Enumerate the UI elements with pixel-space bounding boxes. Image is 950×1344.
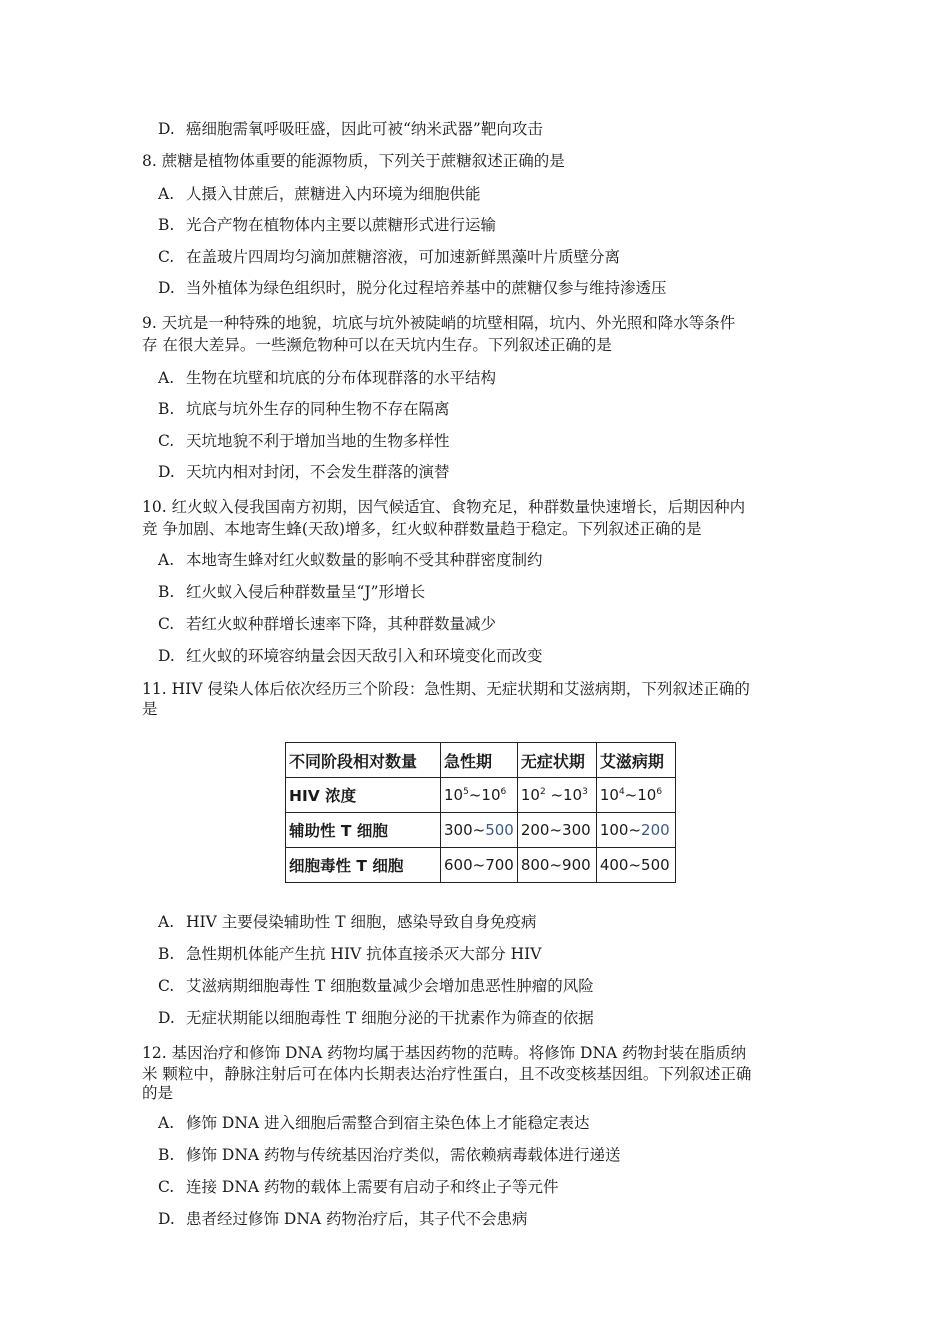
table-cell: 800~900: [517, 848, 596, 883]
option-letter: A.: [158, 551, 175, 569]
option-letter: C.: [158, 977, 175, 995]
q12-stem-line2: 米 颗粒中，静脉注射后可在体内长期表达治疗性蛋白，且不改变核基因组。下列叙述正确: [142, 1065, 752, 1083]
table-cell: 100~200: [596, 813, 675, 848]
q11-stem-line2: 是: [142, 700, 158, 718]
q11-option-d: [158, 1008, 594, 1028]
option-text: 本地寄生蜂对红火蚁数量的影响不受其种群密度制约: [186, 551, 543, 569]
option-text: 人摄入甘蔗后，蔗糖进入内环境为细胞供能: [186, 185, 481, 203]
row-label-cytotoxic-t: 细胞毒性 T 细胞: [286, 848, 441, 883]
option-letter: C.: [158, 1178, 175, 1196]
q9-stem-line1: 9. 天坑是一种特殊的地貌，坑底与坑外被陡峭的坑壁相隔，坑内、外光照和降水等条件: [142, 314, 736, 332]
q8-option-a: [158, 184, 481, 204]
q8-option-d: [158, 278, 667, 298]
table-header-cell: 急性期: [441, 743, 518, 778]
q12-stem-line1: 12. 基因治疗和修饰 DNA 药物均属于基因药物的范畴。将修饰 DNA 药物封装在脂质纳: [142, 1044, 747, 1062]
option-text: 艾滋病期细胞毒性 T 细胞数量减少会增加患恶性肿瘤的风险: [186, 977, 594, 995]
q8-option-b: [158, 215, 496, 235]
q8-option-c: [158, 247, 620, 267]
q10-option-a: [158, 550, 543, 570]
q11-option-c: [158, 976, 594, 996]
q10-stem-line1: 10. 红火蚁入侵我国南方初期，因气候适宜、食物充足，种群数量快速增长，后期因种内: [142, 498, 746, 516]
option-text: 患者经过修饰 DNA 药物治疗后，其子代不会患病: [186, 1210, 528, 1228]
table-cell: $10^4\sim 10^6$: [596, 778, 675, 813]
option-letter: C.: [158, 615, 175, 633]
option-text: HIV 主要侵染辅助性 T 细胞，感染导致自身免疫病: [186, 913, 537, 931]
option-letter: B.: [158, 945, 175, 963]
q11-option-a: [158, 912, 536, 932]
option-letter: D.: [158, 120, 175, 138]
q10-option-c: [158, 614, 496, 634]
table-header-row: [286, 743, 676, 778]
q9-option-d: [158, 462, 450, 482]
q12-option-a: [158, 1113, 590, 1133]
option-letter: A.: [158, 913, 175, 931]
option-text: 无症状期能以细胞毒性 T 细胞分泌的干扰素作为筛查的依据: [186, 1009, 594, 1027]
option-text: 天坑内相对封闭，不会发生群落的演替: [186, 463, 450, 481]
option-letter: A.: [158, 185, 175, 203]
option-letter: B.: [158, 583, 175, 601]
option-letter: D.: [158, 463, 175, 481]
hiv-stage-table: [285, 742, 676, 883]
q12-option-d: [158, 1209, 528, 1229]
option-text: 修饰 DNA 进入细胞后需整合到宿主染色体上才能稳定表达: [186, 1114, 590, 1132]
q10-option-d: [158, 646, 543, 666]
option-text: 连接 DNA 药物的载体上需要有启动子和终止子等元件: [186, 1178, 559, 1196]
option-text: 在盖玻片四周均匀滴加蔗糖溶液，可加速新鲜黑藻叶片质壁分离: [186, 248, 621, 266]
row-label-hiv: HIV 浓度: [286, 778, 441, 813]
option-letter: A.: [158, 1114, 175, 1132]
q12-option-c: [158, 1177, 559, 1197]
q11-option-b: [158, 944, 541, 964]
q9-option-b: [158, 399, 450, 419]
option-text: 天坑地貌不利于增加当地的生物多样性: [186, 432, 450, 450]
q9-option-a: [158, 368, 496, 388]
table-header-cell: 不同阶段相对数量: [286, 743, 441, 778]
option-letter: D.: [158, 1210, 175, 1228]
option-text: 癌细胞需氧呼吸旺盛，因此可被“纳米武器”靶向攻击: [186, 120, 543, 138]
table-cell: 200~300: [517, 813, 596, 848]
option-letter: B.: [158, 1146, 175, 1164]
table-row: [286, 778, 676, 813]
q8-stem: 8. 蔗糖是植物体重要的能源物质，下列关于蔗糖叙述正确的是: [142, 152, 565, 170]
q9-option-c: [158, 431, 450, 451]
table-header-cell: 艾滋病期: [596, 743, 675, 778]
table-cell: 400~500: [596, 848, 675, 883]
q10-option-b: [158, 582, 425, 602]
option-letter: B.: [158, 216, 175, 234]
q7-option-d: [158, 119, 543, 139]
table-cell: $10^5\sim 10^6$: [441, 778, 518, 813]
table-cell: $10^2$ $\sim 10^3$: [517, 778, 596, 813]
option-letter: B.: [158, 400, 175, 418]
option-text: 急性期机体能产生抗 HIV 抗体直接杀灭大部分 HIV: [186, 945, 542, 963]
option-letter: C.: [158, 432, 175, 450]
option-text: 修饰 DNA 药物与传统基因治疗类似，需依赖病毒载体进行递送: [186, 1146, 621, 1164]
option-text: 红火蚁的环境容纳量会因天敌引入和环境变化而改变: [186, 647, 543, 665]
option-letter: C.: [158, 248, 175, 266]
q12-option-b: [158, 1145, 621, 1165]
option-text: 若红火蚁种群增长速率下降，其种群数量减少: [186, 615, 497, 633]
row-label-helper-t: 辅助性 T 细胞: [286, 813, 441, 848]
option-letter: D.: [158, 279, 175, 297]
q9-stem-line2: 存 在很大差异。一些濒危物种可以在天坑内生存。下列叙述正确的是: [142, 336, 612, 354]
option-text: 红火蚁入侵后种群数量呈“J”形增长: [186, 583, 426, 601]
q10-stem-line2: 竞 争加剧、本地寄生蜂(天敌)增多，红火蚁种群数量趋于稳定。下列叙述正确的是: [142, 520, 702, 538]
option-letter: D.: [158, 647, 175, 665]
option-letter: D.: [158, 1009, 175, 1027]
option-letter: A.: [158, 369, 175, 387]
table-row: [286, 848, 676, 883]
table-row: [286, 813, 676, 848]
table-cell: 300~500: [441, 813, 518, 848]
table-cell: 600~700: [441, 848, 518, 883]
option-text: 光合产物在植物体内主要以蔗糖形式进行运输: [186, 216, 497, 234]
q12-stem-line3: 的是: [142, 1084, 174, 1102]
option-text: 坑底与坑外生存的同种生物不存在隔离: [186, 400, 450, 418]
option-text: 生物在坑壁和坑底的分布体现群落的水平结构: [186, 369, 497, 387]
option-text: 当外植体为绿色组织时，脱分化过程培养基中的蔗糖仅参与维持渗透压: [186, 279, 667, 297]
table-header-cell: 无症状期: [517, 743, 596, 778]
q11-stem-line1: 11. HIV 侵染人体后依次经历三个阶段：急性期、无症状期和艾滋病期，下列叙述正确的: [142, 680, 750, 698]
